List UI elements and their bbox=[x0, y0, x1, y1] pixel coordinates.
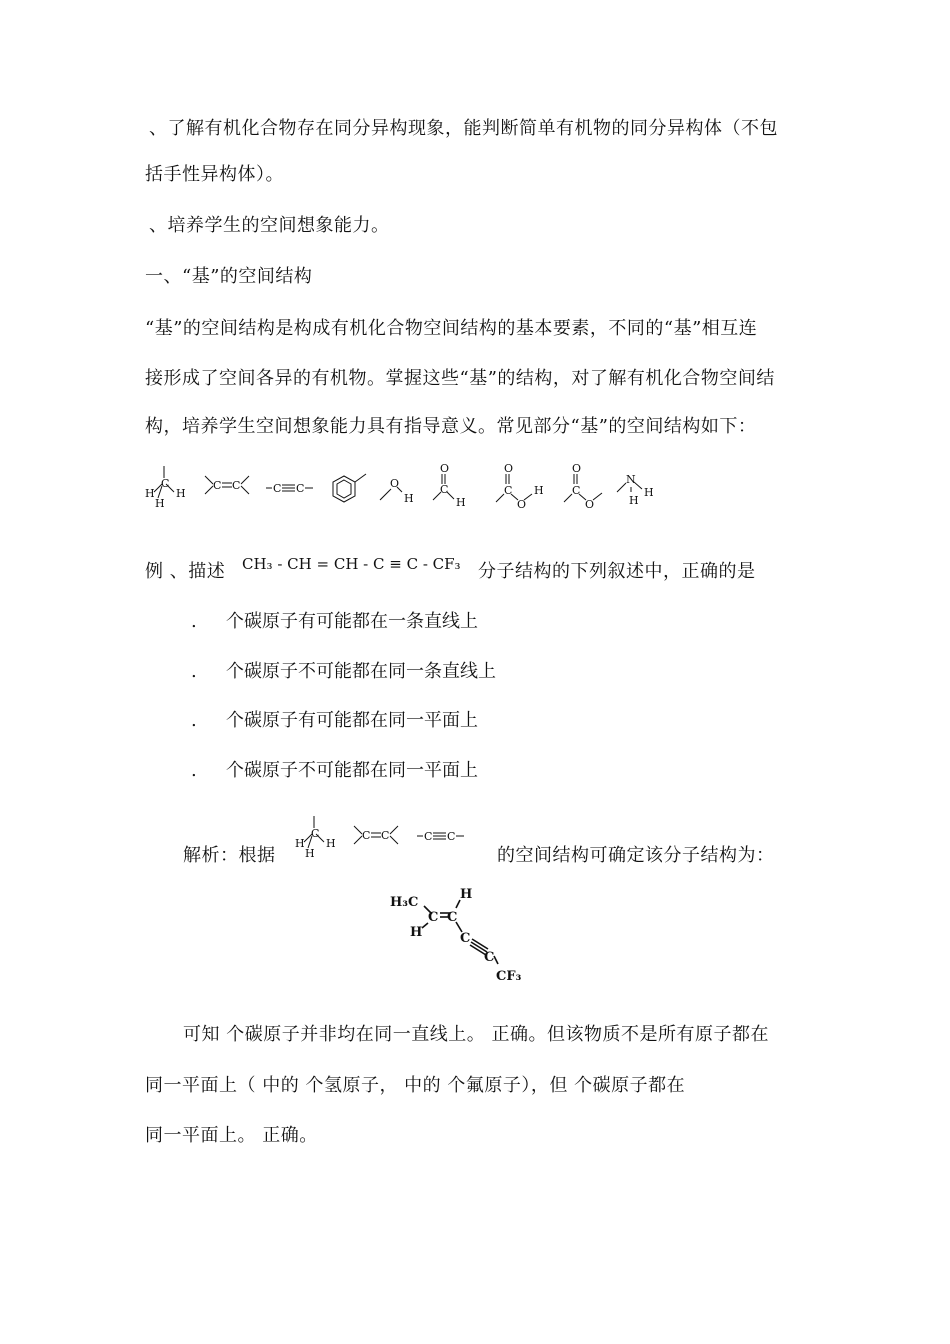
svg-text:C: C bbox=[213, 479, 222, 492]
svg-text:C: C bbox=[504, 484, 513, 497]
svg-text:H: H bbox=[305, 847, 315, 860]
svg-text:H: H bbox=[534, 484, 544, 497]
carboxyl-icon bbox=[490, 462, 550, 510]
hydroxyl-icon bbox=[378, 474, 418, 506]
svg-text:H: H bbox=[176, 487, 186, 500]
phenyl-icon bbox=[330, 466, 370, 512]
objective-2: 、培养学生的空间想象能力。 bbox=[149, 215, 390, 236]
conclusion-line-1: 可知 个碳原子并非均在同一直线上。 正确。但该物质不是所有原子都在 bbox=[183, 1024, 769, 1045]
para-line-3: 构，培养学生空间想象能力具有指导意义。常见部分“基”的空间结构如下： bbox=[145, 416, 757, 437]
svg-text:C: C bbox=[311, 827, 320, 840]
conclusion-line-2: 同一平面上（ 中的 个氢原子， 中的 个氟原子），但 个碳原子都在 bbox=[145, 1075, 686, 1096]
option-b-marker: . bbox=[191, 661, 197, 682]
svg-text:C: C bbox=[362, 829, 371, 842]
para-line-2: 接形成了空间各异的有机物。掌握这些“基”的结构，对了解有机化合物空间结 bbox=[145, 368, 775, 389]
svg-text:O: O bbox=[390, 477, 400, 490]
svg-text:H: H bbox=[644, 486, 654, 499]
option-b-text: 个碳原子不可能都在同一条直线上 bbox=[226, 661, 496, 682]
svg-text:C: C bbox=[273, 482, 282, 495]
svg-text:C: C bbox=[161, 477, 170, 490]
para-line-1: “基”的空间结构是构成有机化合物空间结构的基本要素，不同的“基”相互连 bbox=[145, 318, 758, 339]
methyl-tetrahedral-icon bbox=[140, 460, 190, 510]
mol-h3c-label: H₃C bbox=[390, 895, 419, 910]
analysis-prefix: 解析：根据 bbox=[183, 845, 276, 866]
objective-1-line-2: 括手性异构体）。 bbox=[145, 164, 284, 185]
svg-text:O: O bbox=[585, 498, 595, 510]
mol-c1-label: C bbox=[428, 910, 439, 925]
mol-h1-label: H bbox=[410, 925, 423, 940]
conclusion-line-3: 同一平面上。 正确。 bbox=[145, 1125, 318, 1146]
svg-text:H: H bbox=[295, 837, 305, 850]
svg-text:C: C bbox=[232, 479, 241, 492]
mol-h2-label: H bbox=[460, 887, 473, 902]
svg-text:C: C bbox=[572, 484, 581, 497]
svg-text:O: O bbox=[517, 498, 527, 510]
example-suffix: 分子结构的下列叙述中，正确的是 bbox=[478, 561, 756, 582]
amino-icon bbox=[615, 470, 665, 510]
alkene-planar-icon bbox=[203, 470, 253, 500]
svg-text:H: H bbox=[456, 496, 466, 509]
option-c-marker: . bbox=[191, 710, 197, 731]
analysis-suffix: 的空间结构可确定该分子结构为： bbox=[497, 845, 775, 866]
svg-text:O: O bbox=[572, 462, 582, 475]
alkene-planar-icon bbox=[352, 820, 402, 850]
methyl-tetrahedral-icon bbox=[290, 810, 340, 860]
objective-1-line-1: 、了解有机化合物存在同分异构现象，能判断简单有机物的同分异构体（不包 bbox=[149, 118, 778, 139]
ester-icon bbox=[558, 462, 608, 510]
option-d-marker: . bbox=[191, 760, 197, 781]
section-heading: 一、“基”的空间结构 bbox=[145, 266, 313, 287]
alkyne-linear-icon bbox=[416, 826, 472, 846]
svg-text:C: C bbox=[447, 830, 456, 843]
svg-text:C: C bbox=[296, 482, 305, 495]
svg-text:C: C bbox=[440, 483, 449, 496]
alkyne-linear-icon bbox=[265, 478, 321, 498]
svg-text:H: H bbox=[326, 837, 336, 850]
mol-cf3-label: CF₃ bbox=[496, 969, 522, 984]
example-formula: CH₃ - CH = CH - C ≡ C - CF₃ bbox=[242, 555, 461, 573]
option-a-marker: . bbox=[191, 611, 197, 632]
svg-text:H: H bbox=[629, 494, 639, 507]
option-a-text: 个碳原子有可能都在一条直线上 bbox=[226, 611, 478, 632]
aldehyde-icon bbox=[430, 462, 472, 510]
option-c-text: 个碳原子有可能都在同一平面上 bbox=[226, 710, 478, 731]
svg-text:C: C bbox=[424, 830, 433, 843]
svg-text:O: O bbox=[440, 462, 450, 475]
svg-text:H: H bbox=[404, 492, 414, 505]
svg-text:N: N bbox=[626, 473, 636, 486]
svg-text:H: H bbox=[155, 497, 165, 510]
svg-text:C: C bbox=[381, 829, 390, 842]
mol-c2-label: C bbox=[447, 910, 458, 925]
mol-c4-label: C bbox=[484, 950, 495, 965]
svg-text:H: H bbox=[145, 487, 155, 500]
svg-text:O: O bbox=[504, 462, 514, 475]
example-prefix: 例 、描述 bbox=[145, 561, 226, 582]
molecule-structure-diagram bbox=[388, 884, 538, 990]
mol-c3-label: C bbox=[460, 931, 471, 946]
option-d-text: 个碳原子不可能都在同一平面上 bbox=[226, 760, 478, 781]
